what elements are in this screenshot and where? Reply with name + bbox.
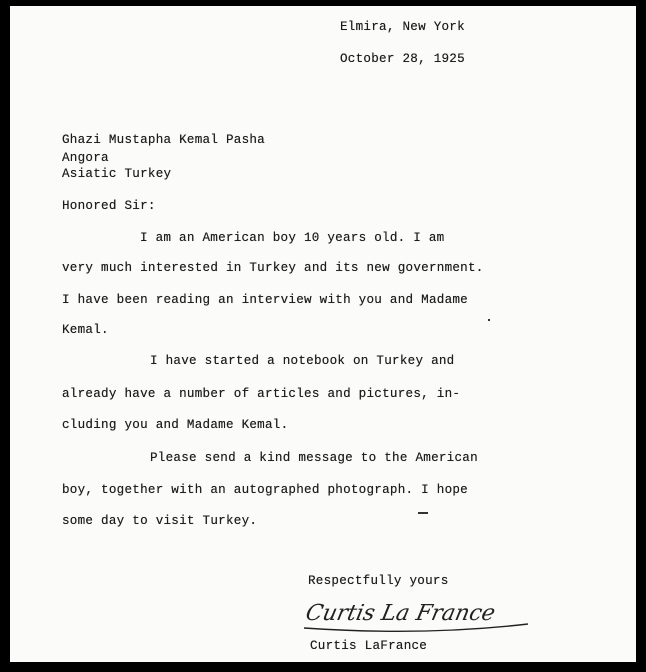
signature-text: Curtis La France bbox=[303, 601, 498, 626]
body-line: Please send a kind message to the American bbox=[150, 451, 478, 465]
recipient-name: Ghazi Mustapha Kemal Pasha bbox=[62, 133, 265, 147]
body-line: I have been reading an interview with you and Madame bbox=[62, 293, 468, 307]
body-line: some day to visit Turkey. bbox=[62, 514, 258, 528]
body-line: very much interested in Turkey and its new government. bbox=[62, 261, 484, 275]
letter-date: October 28, 1925 bbox=[340, 52, 465, 66]
ink-speck bbox=[418, 512, 428, 514]
letter-page bbox=[10, 6, 636, 662]
salutation: Honored Sir: bbox=[62, 199, 156, 213]
letter-place: Elmira, New York bbox=[340, 20, 465, 34]
body-line: Kemal. bbox=[62, 323, 109, 337]
closing: Respectfully yours bbox=[308, 574, 449, 588]
body-line: I am an American boy 10 years old. I am bbox=[140, 231, 445, 245]
body-line: I have started a notebook on Turkey and bbox=[150, 354, 455, 368]
typed-name: Curtis LaFrance bbox=[310, 639, 428, 653]
recipient-city: Angora bbox=[62, 151, 109, 165]
body-line: already have a number of articles and pictures, in- bbox=[62, 387, 461, 401]
body-line: boy, together with an autographed photograph. I hope bbox=[62, 483, 468, 497]
ink-speck bbox=[488, 319, 490, 321]
body-line: cluding you and Madame Kemal. bbox=[62, 418, 289, 432]
recipient-country: Asiatic Turkey bbox=[62, 167, 172, 181]
signature-underline-stroke bbox=[302, 614, 532, 636]
